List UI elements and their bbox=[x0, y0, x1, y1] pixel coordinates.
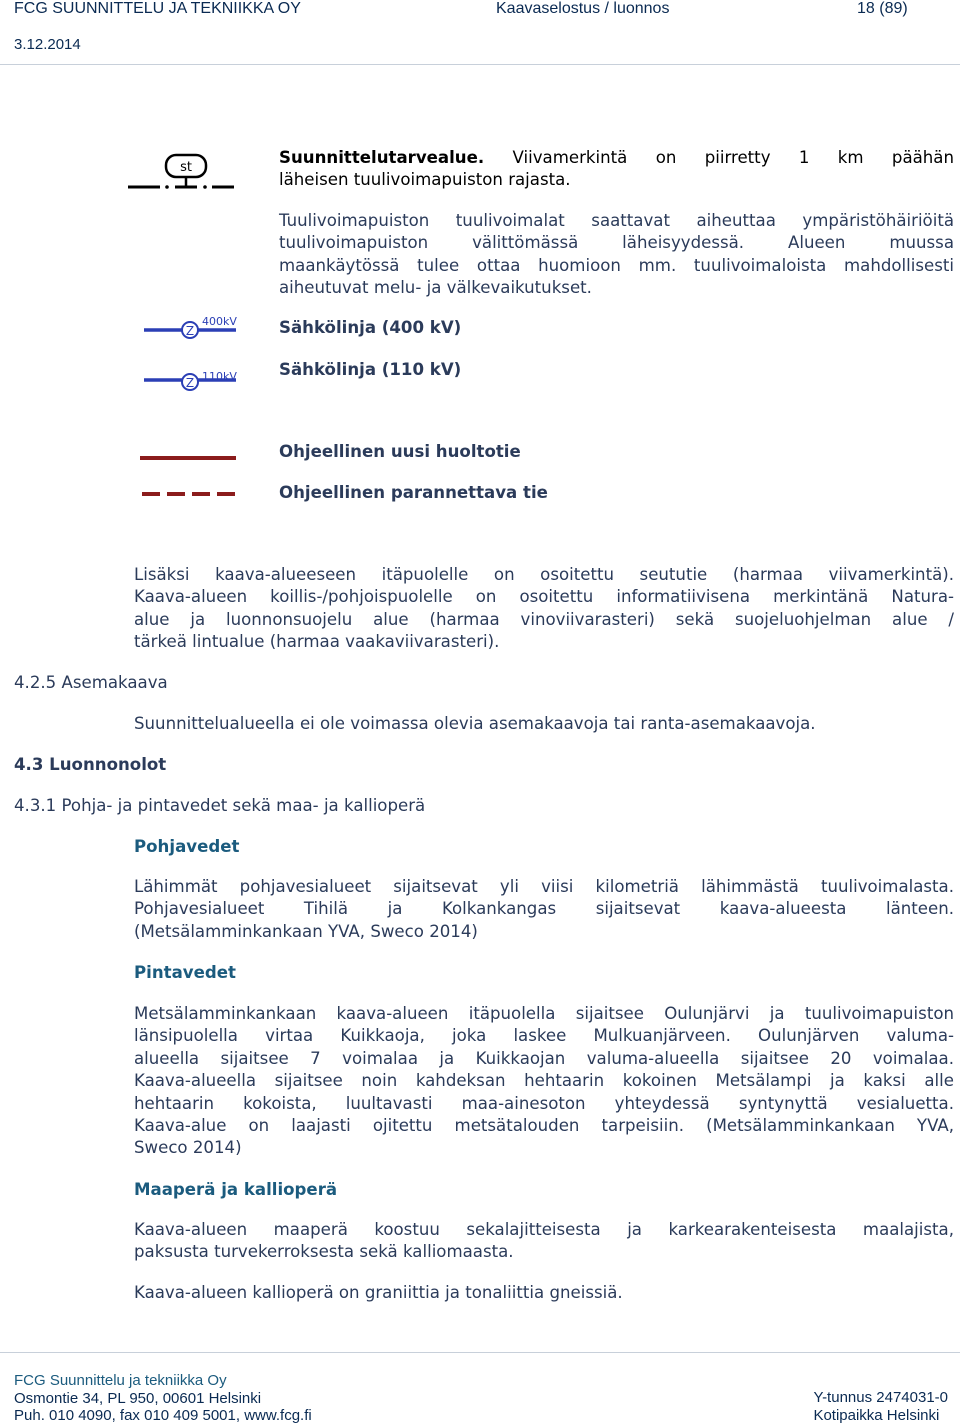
pintavedet-line-6: Kaava-alue on laajasti ojitettu metsätalouden tarpeisiin. (Metsälamminkankaan YVA, bbox=[134, 1116, 954, 1136]
planning-area-line2: läheisen tuulivoimapuiston rajasta. bbox=[279, 170, 571, 189]
improved-road-symbol bbox=[140, 490, 240, 498]
asemakaava-text: Suunnittelualueella ei ole voimassa olevia asemakaavoja tai ranta-asemakaavoja. bbox=[134, 714, 816, 733]
lisaksi-line-3: alue ja luonnonsuojelu alue (harmaa vinoviivarasteri) sekä suojeluohjelman alue / bbox=[134, 609, 954, 629]
lisaksi-line-1: Lisäksi kaava-alueeseen itäpuolelle on osoitettu seututie (harmaa viivamerkintä). bbox=[134, 565, 954, 584]
header-page-number: 18 (89) bbox=[857, 0, 908, 17]
improved-road-label: Ohjeellinen parannettava tie bbox=[279, 483, 548, 502]
header-company: FCG SUUNNITTELU JA TEKNIIKKA OY bbox=[14, 0, 301, 17]
powerline-400-symbol-letter: Z bbox=[185, 324, 195, 338]
heading-4-3: 4.3 Luonnonolot bbox=[14, 755, 167, 774]
lisaksi-line-2: Kaava-alueen koillis-/pohjoispuolelle on osoitettu informatiivisena merkintänä Natura- bbox=[134, 587, 954, 607]
wind-line-4: aiheutuvat melu- ja välkevaikutukset. bbox=[279, 278, 592, 298]
lisaksi-line-4: tärkeä lintualue (harmaa vaakaviivarasteri). bbox=[134, 632, 500, 652]
footer-address: Osmontie 34, PL 950, 00601 Helsinki bbox=[14, 1389, 262, 1407]
powerline-110-symbol bbox=[140, 364, 250, 394]
powerline-110-label: Sähkölinja (110 kV) bbox=[279, 360, 462, 379]
powerline-400-symbol bbox=[140, 312, 250, 342]
footer-domicile: Kotipaikka Helsinki bbox=[813, 1406, 940, 1424]
planning-area-line1: Viivamerkintä on piirretty 1 km päähän bbox=[512, 148, 954, 167]
maapera-paragraph bbox=[134, 1219, 954, 1264]
wind-line-3: maankäytössä tulee ottaa huomioon mm. tuulivoimaloista mahdollisesti bbox=[279, 255, 954, 275]
pintavedet-heading: Pintavedet bbox=[134, 963, 236, 982]
planning-area-symbol-label: st bbox=[180, 160, 192, 175]
pintavedet-line-1: Metsälamminkankaan kaava-alueen itäpuolella sijaitsee Oulunjärvi ja tuulivoimapuiston bbox=[134, 1004, 954, 1023]
pintavedet-line-7: Sweco 2014) bbox=[134, 1138, 242, 1158]
pintavedet-line-5: hehtaarin kokoista, luultavasti maa-ainesoton yhteydessä syntynyttä vesialuetta. bbox=[134, 1093, 954, 1113]
kallioperä-text: Kaava-alueen kallioperä on graniittia ja tonaliittia gneissiä. bbox=[134, 1283, 623, 1302]
heading-4-2-5: 4.2.5 Asemakaava bbox=[14, 673, 168, 692]
powerline-400-symbol-label: 400kV bbox=[202, 315, 237, 328]
planning-area-title: Suunnittelutarvealue. bbox=[279, 148, 485, 167]
heading-4-3-1: 4.3.1 Pohja- ja pintavedet sekä maa- ja kallioperä bbox=[14, 796, 426, 815]
new-road-symbol bbox=[140, 456, 236, 460]
footer-ytunnus: Y-tunnus 2474031-0 bbox=[813, 1389, 948, 1406]
pintavedet-paragraph bbox=[134, 1003, 954, 1160]
pohjavedet-paragraph bbox=[134, 876, 954, 943]
pohjavedet-line-2: Pohjavesialueet Tihilä ja Kolkankangas sijaitsevat kaava-alueesta länteen. bbox=[134, 899, 954, 919]
pintavedet-line-2: länsipuolella virtaa Kuikkaoja, joka laskee Mulkuanjärveen. Oulunjärven valuma- bbox=[134, 1026, 954, 1046]
powerline-110-symbol-letter: Z bbox=[185, 376, 195, 390]
footer-divider bbox=[0, 1352, 960, 1353]
wind-line-1: Tuulivoimapuiston tuulivoimalat saattavat aiheuttaa ympäristöhäiriöitä bbox=[279, 211, 954, 230]
planning-area-description bbox=[279, 147, 954, 169]
header-doc-title: Kaavaselostus / luonnos bbox=[496, 0, 670, 17]
pintavedet-line-4: Kaava-alueella sijaitsee noin kahdeksan hehtaarin kokoinen Metsälampi ja kaksi alle bbox=[134, 1071, 954, 1091]
header-divider bbox=[0, 64, 960, 65]
footer-phone: Puh. 010 4090, fax 010 409 5001, www.fcg.fi bbox=[14, 1407, 312, 1424]
lisaksi-paragraph bbox=[134, 564, 954, 654]
pohjavedet-line-1: Lähimmät pohjavesialueet sijaitsevat yli viisi kilometriä lähimmästä tuulivoimalasta. bbox=[134, 877, 954, 896]
header-date: 3.12.2014 bbox=[14, 36, 81, 53]
wind-paragraph bbox=[279, 210, 954, 300]
wind-line-2: tuulivoimapuiston välittömässä läheisyydessä. Alueen muussa bbox=[279, 233, 954, 253]
footer-company: FCG Suunnittelu ja tekniikka Oy bbox=[14, 1372, 227, 1389]
maapera-heading: Maaperä ja kallioperä bbox=[134, 1180, 338, 1199]
pohjavedet-line-3: (Metsälamminkankaan YVA, Sweco 2014) bbox=[134, 921, 478, 941]
new-road-label: Ohjeellinen uusi huoltotie bbox=[279, 442, 521, 461]
powerline-400-label: Sähkölinja (400 kV) bbox=[279, 318, 462, 337]
maapera-line-1: Kaava-alueen maaperä koostuu sekalajitteisesta ja karkearakenteisesta maalajista, bbox=[134, 1220, 954, 1239]
pintavedet-line-3: alueella sijaitsee 7 voimalaa ja Kuikkaojan valuma-alueella sijaitsee 20 voimalaa. bbox=[134, 1048, 954, 1068]
footer-left bbox=[14, 1372, 312, 1425]
pohjavedet-heading: Pohjavedet bbox=[134, 837, 240, 856]
footer-right bbox=[813, 1389, 948, 1424]
maapera-line-2: paksusta turvekerroksesta sekä kalliomaasta. bbox=[134, 1242, 514, 1262]
planning-area-symbol bbox=[120, 150, 240, 192]
powerline-110-symbol-label: 110kV bbox=[202, 370, 237, 383]
